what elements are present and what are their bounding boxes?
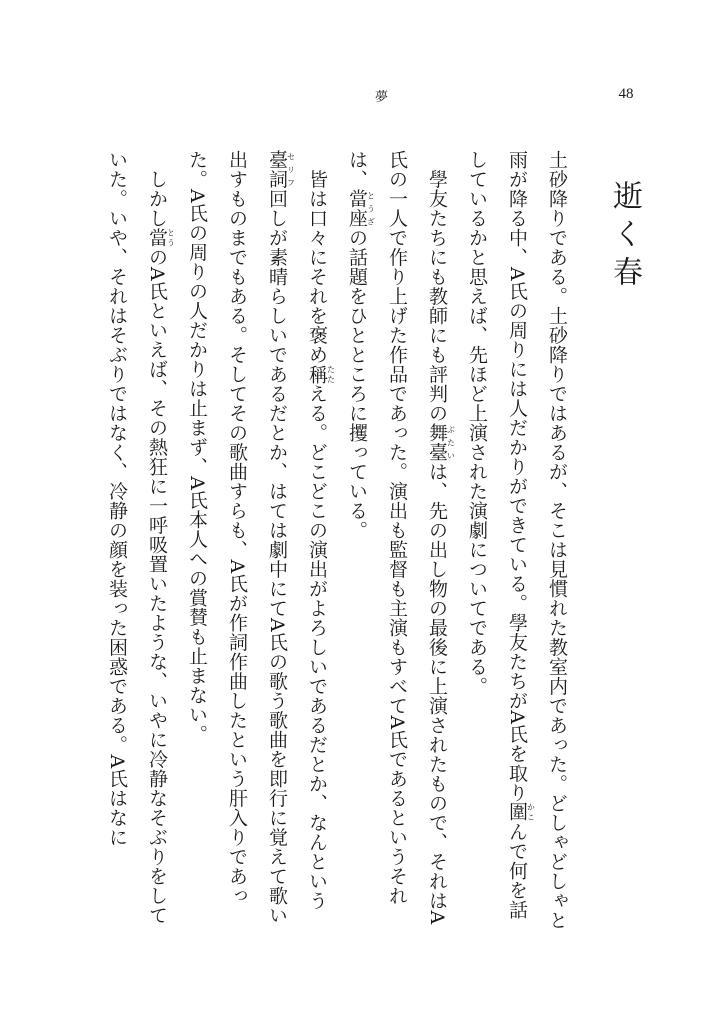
- ruby-serifu: 臺詞セリフ: [266, 150, 296, 189]
- paragraph-2: 學友たちにも教師にも評判の舞臺ぶたいは、先の出し物の最後に上演されたもので、それはA氏の一人で作り上げた作品であった。演出も監督も主演もすべてA氏であるというそれは、當座とうざの話題をひとところに攫っている。: [346, 150, 456, 925]
- ruby-butai: 舞臺ぶたい: [426, 423, 456, 462]
- page-number: 48: [618, 86, 634, 102]
- running-header-title: 夢: [374, 90, 389, 105]
- ruby-kako: 圍かこ: [506, 802, 536, 822]
- paragraph-1: 土砂降りである。土砂降りではあるが、そこは見慣れた教室内であった。どしゃどしゃと雨が降る中、A氏の周りには人だかりができている。學友たちがA氏を取り圍かこんで何を話しているかと思えば、先ほど上演された演劇についてである。: [466, 150, 568, 930]
- paragraph-4: しかし當とうのA氏といえば、その熱狂に一呼吸置いたような、いやに冷静なそぶりをしていた。いや、それはそぶりではなく、冷静の顔を装った困惑である。A氏はなに: [106, 150, 176, 925]
- ruby-tou: 當とう: [146, 228, 176, 248]
- ruby-touza: 當座とうざ: [346, 189, 376, 228]
- chapter-title: 逝く春: [607, 180, 642, 294]
- body-text: [97, 150, 577, 930]
- paragraph-3: 皆は口々にそれを褒め稱たたえる。どこどこの演出がよろしいであるだとか、なんという臺詞セリフ回しが素晴らしいであるだとか、はては劇中にてA氏の歌う歌曲を即行に覚えて歌い出すものまでもある。そしてその歌曲すらも、A氏が作詞作曲したという肝入りであった。A氏の周りの人だかりは止まず、A氏本人への賞賛も止まない。: [186, 150, 336, 925]
- ruby-tata: 稱たた: [306, 364, 336, 384]
